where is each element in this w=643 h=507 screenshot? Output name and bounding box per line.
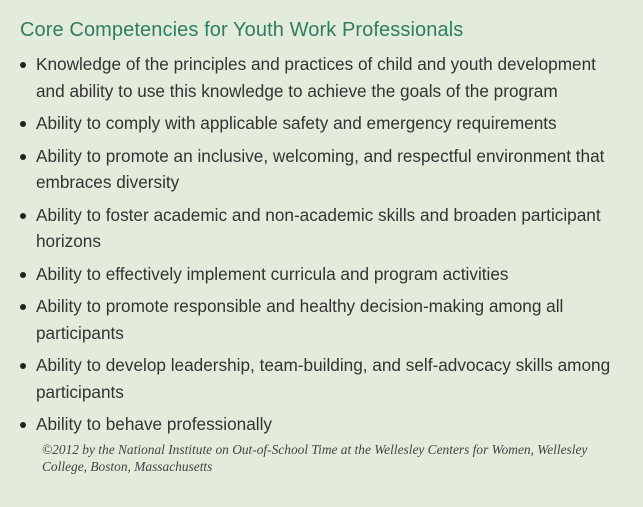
list-item xyxy=(20,293,623,346)
page-title: Core Competencies for Youth Work Professionals xyxy=(20,19,464,41)
bullet-icon xyxy=(20,272,26,278)
bullet-icon xyxy=(20,422,26,428)
list-item xyxy=(20,143,623,196)
bullet-icon xyxy=(20,304,26,310)
list-item-text: Knowledge of the principles and practices of child and youth development and ability to use this knowledge to achieve the goals of the program xyxy=(36,54,596,101)
bullet-icon xyxy=(20,154,26,160)
list-item xyxy=(20,110,623,137)
list-item-text: Ability to promote responsible and healthy decision-making among all participants xyxy=(36,296,564,343)
bullet-icon xyxy=(20,363,26,369)
list-item-text: Ability to behave professionally xyxy=(36,414,272,434)
bullet-icon xyxy=(20,213,26,219)
list-item xyxy=(20,261,623,288)
bullet-icon xyxy=(20,121,26,127)
list-item-text: Ability to promote an inclusive, welcoming, and respectful environment that embraces diversity xyxy=(36,145,605,192)
list-item xyxy=(20,51,623,104)
list-item-text: Ability to effectively implement curricula and program activities xyxy=(36,263,509,284)
list-item-text: Ability to develop leadership, team-building, and self-advocacy skills among participants xyxy=(36,355,611,402)
list-item xyxy=(20,411,623,438)
list-item xyxy=(20,352,623,405)
list-item-text: Ability to foster academic and non-academic skills and broaden participant horizons xyxy=(36,204,601,251)
list-item xyxy=(20,202,623,255)
copyright-note: ©2012 by the National Institute on Out-of-School Time at the Wellesley Centers for Women, Wellesley College, Boston, Massachusetts xyxy=(42,441,588,474)
list-item-text: Ability to comply with applicable safety and emergency requirements xyxy=(36,113,557,133)
bullet-icon xyxy=(20,62,26,68)
competency-list xyxy=(20,51,623,438)
